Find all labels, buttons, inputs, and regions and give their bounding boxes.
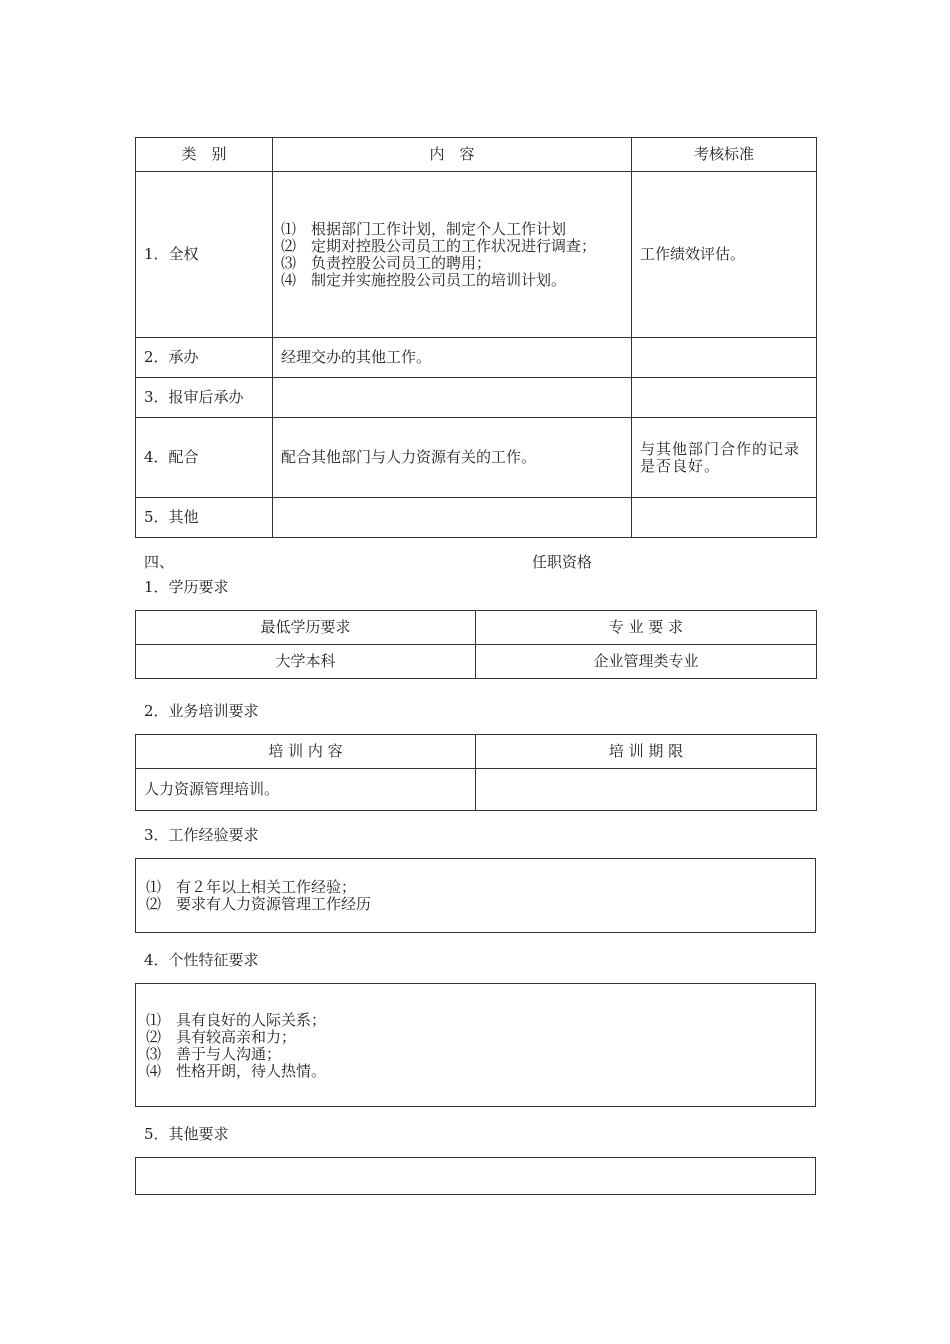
personality-box bbox=[135, 983, 816, 1107]
list-item: ⑴ 具有良好的人际关系； bbox=[146, 1011, 327, 1029]
section-label: 四、 bbox=[144, 553, 175, 571]
row3-content bbox=[273, 378, 632, 418]
training-header-content: 培 训 内 容 bbox=[136, 735, 476, 769]
duty-table bbox=[135, 137, 817, 538]
training-header-period: 培 训 期 限 bbox=[476, 735, 817, 769]
list-item: ⑵ 要求有人力资源管理工作经历 bbox=[146, 895, 372, 913]
training-content: 人力资源管理培训。 bbox=[136, 769, 476, 811]
row1-content bbox=[273, 172, 632, 338]
list-item: ⑴ 根据部门工作计划，制定个人工作计划 bbox=[281, 219, 567, 238]
education-major: 企业管理类专业 bbox=[476, 645, 817, 679]
row1-category: 1．全权 bbox=[136, 172, 273, 338]
list-item: ⑵ 定期对控股公司员工的工作状况进行调查； bbox=[281, 236, 597, 255]
training-table bbox=[135, 734, 817, 811]
list-item: ⑶ 善于与人沟通； bbox=[146, 1045, 282, 1063]
section-title: 任职资格 bbox=[532, 553, 593, 571]
training-period bbox=[476, 769, 817, 811]
row5-standard bbox=[632, 498, 817, 538]
other-box bbox=[135, 1157, 816, 1195]
education-header-degree: 最低学历要求 bbox=[136, 611, 476, 645]
experience-heading: 3．工作经验要求 bbox=[144, 826, 259, 844]
list-item: ⑵ 具有较高亲和力； bbox=[146, 1028, 297, 1046]
row4-content: 配合其他部门与人力资源有关的工作。 bbox=[273, 418, 632, 498]
list-item: ⑷ 性格开朗，待人热情。 bbox=[146, 1062, 327, 1080]
row2-standard bbox=[632, 338, 817, 378]
header-content: 内 容 bbox=[273, 138, 632, 172]
training-heading: 2．业务培训要求 bbox=[144, 702, 259, 720]
row4-category: 4．配合 bbox=[136, 418, 273, 498]
row5-content bbox=[273, 498, 632, 538]
education-header-major: 专 业 要 求 bbox=[476, 611, 817, 645]
row1-standard: 工作绩效评估。 bbox=[632, 172, 817, 338]
row5-category: 5．其他 bbox=[136, 498, 273, 538]
row2-content: 经理交办的其他工作。 bbox=[273, 338, 632, 378]
list-item: ⑴ 有２年以上相关工作经验； bbox=[146, 878, 357, 896]
education-heading: 1．学历要求 bbox=[144, 578, 229, 596]
row3-category: 3．报审后承办 bbox=[136, 378, 273, 418]
experience-box bbox=[135, 858, 816, 933]
row2-category: 2．承办 bbox=[136, 338, 273, 378]
row4-standard: 与其他部门合作的记录是否良好。 bbox=[632, 418, 817, 498]
education-degree: 大学本科 bbox=[136, 645, 476, 679]
header-standard: 考核标准 bbox=[632, 138, 817, 172]
other-heading: 5．其他要求 bbox=[144, 1125, 229, 1143]
personality-heading: 4．个性特征要求 bbox=[144, 951, 259, 969]
row3-standard bbox=[632, 378, 817, 418]
header-category: 类 别 bbox=[136, 138, 273, 172]
education-table bbox=[135, 610, 817, 679]
list-item: ⑷ 制定并实施控股公司员工的培训计划。 bbox=[281, 270, 567, 289]
list-item: ⑶ 负责控股公司员工的聘用； bbox=[281, 253, 492, 272]
